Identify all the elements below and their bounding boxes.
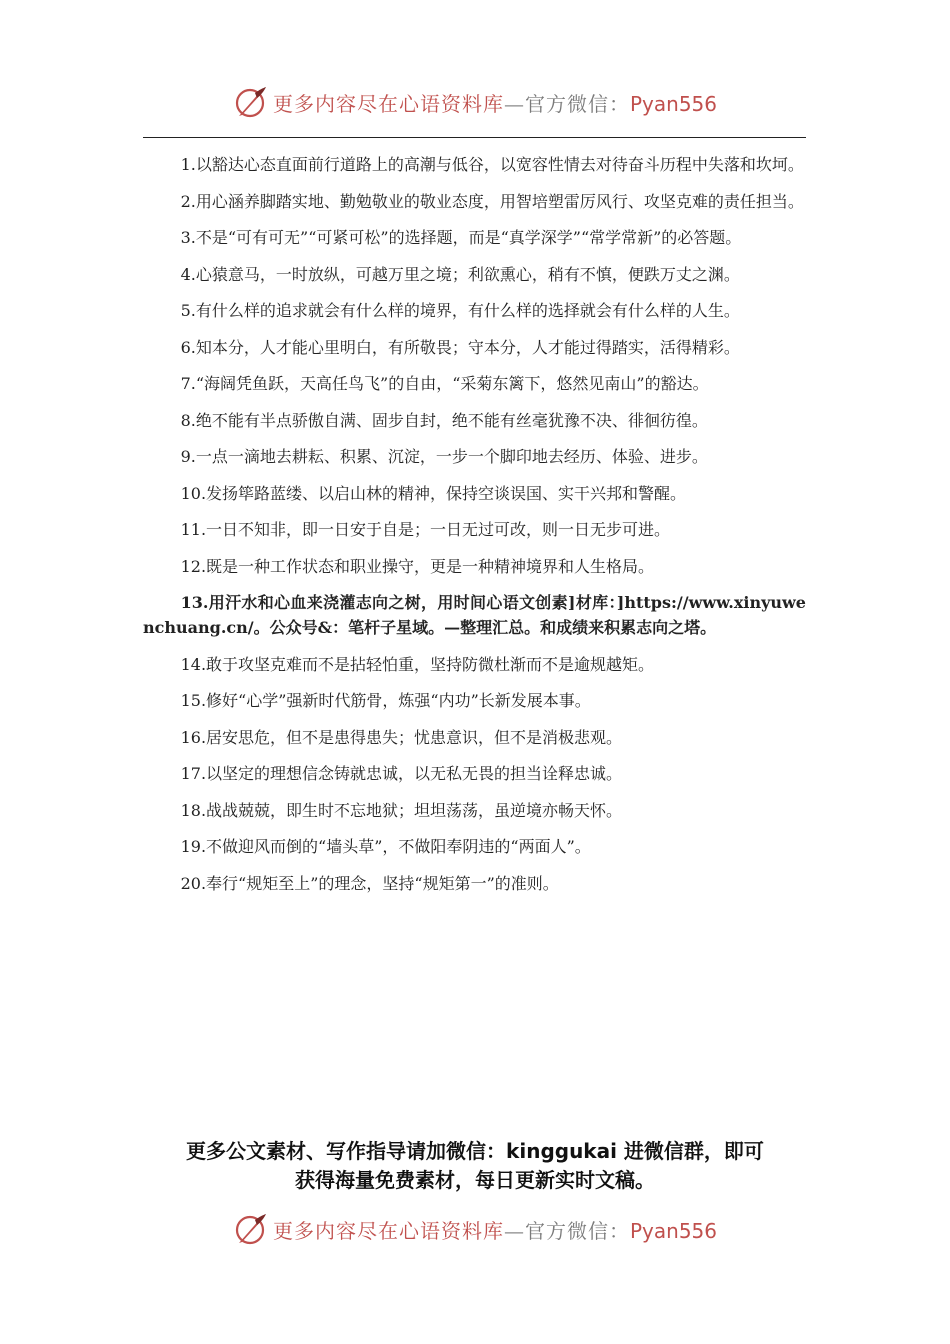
document-body bbox=[143, 152, 806, 907]
list-item-11: 11.一日不知非，即一日安于自是；一日无过可改，则一日无步可进。 bbox=[180, 520, 671, 539]
list-item-3: 3.不是“可有可无”“可紧可松”的选择题，而是“真学深学”“常学常新”的必答题。 bbox=[180, 228, 742, 247]
list-item-7: 7.“海阔凭鱼跃，天高任鸟飞”的自由，“采菊东篱下，悠然见南山”的豁达。 bbox=[180, 374, 709, 393]
list-item-1: 1.以豁达心态直面前行道路上的高潮与低谷，以宽容性情去对待奋斗历程中失落和坎坷。 bbox=[180, 155, 804, 174]
footer-banner-text bbox=[273, 1215, 717, 1244]
header-brand: 更多内容尽在心语资料库 bbox=[272, 91, 504, 116]
list-item-4: 4.心猿意马，一时放纵，可越万里之境；利欲熏心，稍有不慎，便跌万丈之渊。 bbox=[180, 264, 740, 284]
header-divider bbox=[143, 137, 806, 138]
list-item-14: 14.敢于攻坚克难而不是拈轻怕重，坚持防微杜渐而不是逾规越矩。 bbox=[180, 654, 655, 674]
footer-note-line-1: 更多公文素材、写作指导请加微信：kinggukai 进微信群，即可 bbox=[186, 1139, 764, 1163]
footer-promo-note bbox=[0, 1137, 950, 1195]
footer-brand: 更多内容尽在心语资料库 bbox=[272, 1218, 504, 1243]
list-item-8: 8.绝不能有半点骄傲自满、固步自封，绝不能有丝毫犹豫不决、徘徊彷徨。 bbox=[180, 410, 708, 430]
header-dash: — bbox=[503, 91, 525, 116]
list-item-10: 10.发扬筚路蓝缕、以启山林的精神，保持空谈误国、实干兴邦和警醒。 bbox=[180, 483, 687, 503]
header-wechat-label: 官方微信： bbox=[524, 91, 630, 116]
list-item-19: 19.不做迎风而倒的“墙头草”，不做阳奉阴违的“两面人”。 bbox=[180, 837, 591, 856]
quill-pen-logo-icon bbox=[233, 1211, 269, 1247]
list-item-16: 16.居安思危，但不是患得患失；忧患意识，但不是消极悲观。 bbox=[180, 727, 623, 747]
header-wechat-account: Pyan556 bbox=[629, 91, 717, 116]
footer-note-line-2: 获得海量免费素材，每日更新实时文稿。 bbox=[295, 1168, 655, 1192]
list-item-15: 15.修好“心学”强新时代筋骨，炼强“内功”长新发展本事。 bbox=[180, 691, 591, 710]
list-item-20: 20.奉行“规矩至上”的理念，坚持“规矩第一”的准则。 bbox=[180, 873, 559, 893]
footer-wechat-account: Pyan556 bbox=[629, 1218, 717, 1243]
quill-pen-logo-icon bbox=[233, 84, 269, 120]
list-item-13: 13.用汗水和心血来浇灌志向之树，用时间心语文创素]材库：]https://www.xinyuwenchuang.cn/。公众号&：笔杆子星域。—整理汇总。和成绩来积累志向之塔。 bbox=[143, 593, 806, 637]
footer-dash: — bbox=[503, 1218, 525, 1243]
list-item-17: 17.以坚定的理想信念铸就忠诚，以无私无畏的担当诠释忠诚。 bbox=[180, 764, 623, 783]
footer-wechat-label: 官方微信： bbox=[524, 1218, 630, 1243]
list-item-6: 6.知本分，人才能心里明白，有所敬畏；守本分，人才能过得踏实，活得精彩。 bbox=[180, 337, 740, 357]
list-item-18: 18.战战兢兢，即生时不忘地狱；坦坦荡荡，虽逆境亦畅天怀。 bbox=[180, 800, 623, 820]
list-item-9: 9.一点一滴地去耕耘、积累、沉淀，一步一个脚印地去经历、体验、进步。 bbox=[180, 447, 708, 466]
header-banner-text bbox=[273, 88, 717, 117]
list-item-2: 2.用心涵养脚踏实地、勤勉敬业的敬业态度，用智培塑雷厉风行、攻坚克难的责任担当。 bbox=[180, 191, 804, 211]
header-banner bbox=[0, 82, 950, 122]
list-item-12: 12.既是一种工作状态和职业操守，更是一种精神境界和人生格局。 bbox=[180, 556, 655, 576]
footer-banner bbox=[0, 1209, 950, 1249]
list-item-5: 5.有什么样的追求就会有什么样的境界，有什么样的选择就会有什么样的人生。 bbox=[180, 301, 740, 320]
